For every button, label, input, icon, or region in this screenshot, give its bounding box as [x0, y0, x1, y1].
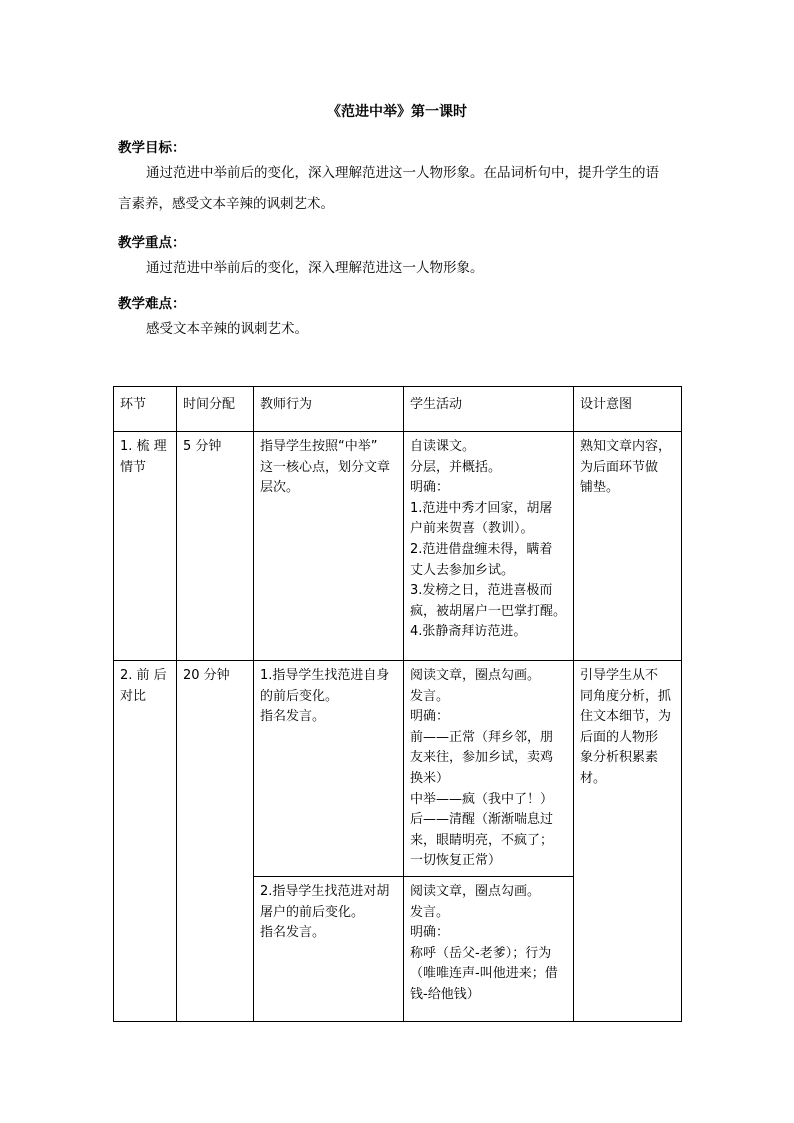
table-row: [114, 661, 682, 877]
page-title: 《范进中举》第一课时: [327, 104, 467, 120]
table-header-row: [114, 387, 682, 432]
key-points-text: [118, 253, 683, 284]
header-intent: 设计意图: [574, 387, 682, 432]
objectives-text: [118, 158, 683, 220]
header-stage: 环节: [114, 387, 177, 432]
key-points-heading: 教学重点：: [118, 235, 186, 251]
row1-time: 5 分钟: [177, 432, 254, 661]
row2-intent: 引导学生从不 同角度分析，抓 住文本细节，为 后面的人物形 象分析积累素 材。: [574, 661, 682, 1022]
row2-student-a: 阅读文章，圈点勾画。 发言。 明确： 前——正常（拜乡邻，朋 友来往，参加乡试，卖鸡 换米） 中举——疯（我中了！） 后——清醒（渐渐喘息过 来，眼睛明亮，不疯了； 一切恢复正常）: [404, 661, 574, 877]
row1-student: 自读课文。 分层，并概括。 明确： 1.范进中秀才回家，胡屠 户前来贺喜（教训）。 2.范进借盘缠未得，瞒着 丈人去参加乡试。 3.发榜之日，范进喜极而 疯，被胡屠户一巴掌打醒。 4.张静斋拜访范进。: [404, 432, 574, 661]
row1-teacher: 指导学生按照“中举” 这一核心点，划分文章 层次。: [254, 432, 404, 661]
difficulties-line: 感受文本辛辣的讽刺艺术。: [146, 321, 308, 337]
key-points-line: 通过范进中举前后的变化，深入理解范进这一人物形象。: [146, 260, 484, 276]
header-teacher: 教师行为: [254, 387, 404, 432]
objectives-line-1: 通过范进中举前后的变化，深入理解范进这一人物形象。在品词析句中，提升学生的语: [146, 165, 659, 181]
difficulties-heading: 教学难点：: [118, 296, 186, 312]
lesson-plan-table: [113, 386, 682, 1022]
row2-student-b: 阅读文章，圈点勾画。 发言。 明确： 称呼（岳父-老爹）；行为 （唯唯连声-叫他进来；借 钱-给他钱）: [404, 876, 574, 1021]
difficulties-text: [118, 314, 683, 345]
objectives-heading: 教学目标：: [118, 140, 186, 156]
header-student: 学生活动: [404, 387, 574, 432]
table-row: [114, 432, 682, 661]
row1-stage: 1. 梳 理 情节: [114, 432, 177, 661]
header-time: 时间分配: [177, 387, 254, 432]
objectives-line-2: 言素养，感受文本辛辣的讽刺艺术。: [118, 196, 334, 212]
row2-stage: 2. 前 后 对比: [114, 661, 177, 1022]
row2-teacher-a: 1.指导学生找范进自身 的前后变化。 指名发言。: [254, 661, 404, 877]
row1-intent: 熟知文章内容， 为后面环节做 铺垫。: [574, 432, 682, 661]
row2-teacher-b: 2.指导学生找范进对胡 屠户的前后变化。 指名发言。: [254, 876, 404, 1021]
row2-time: 20 分钟: [177, 661, 254, 1022]
